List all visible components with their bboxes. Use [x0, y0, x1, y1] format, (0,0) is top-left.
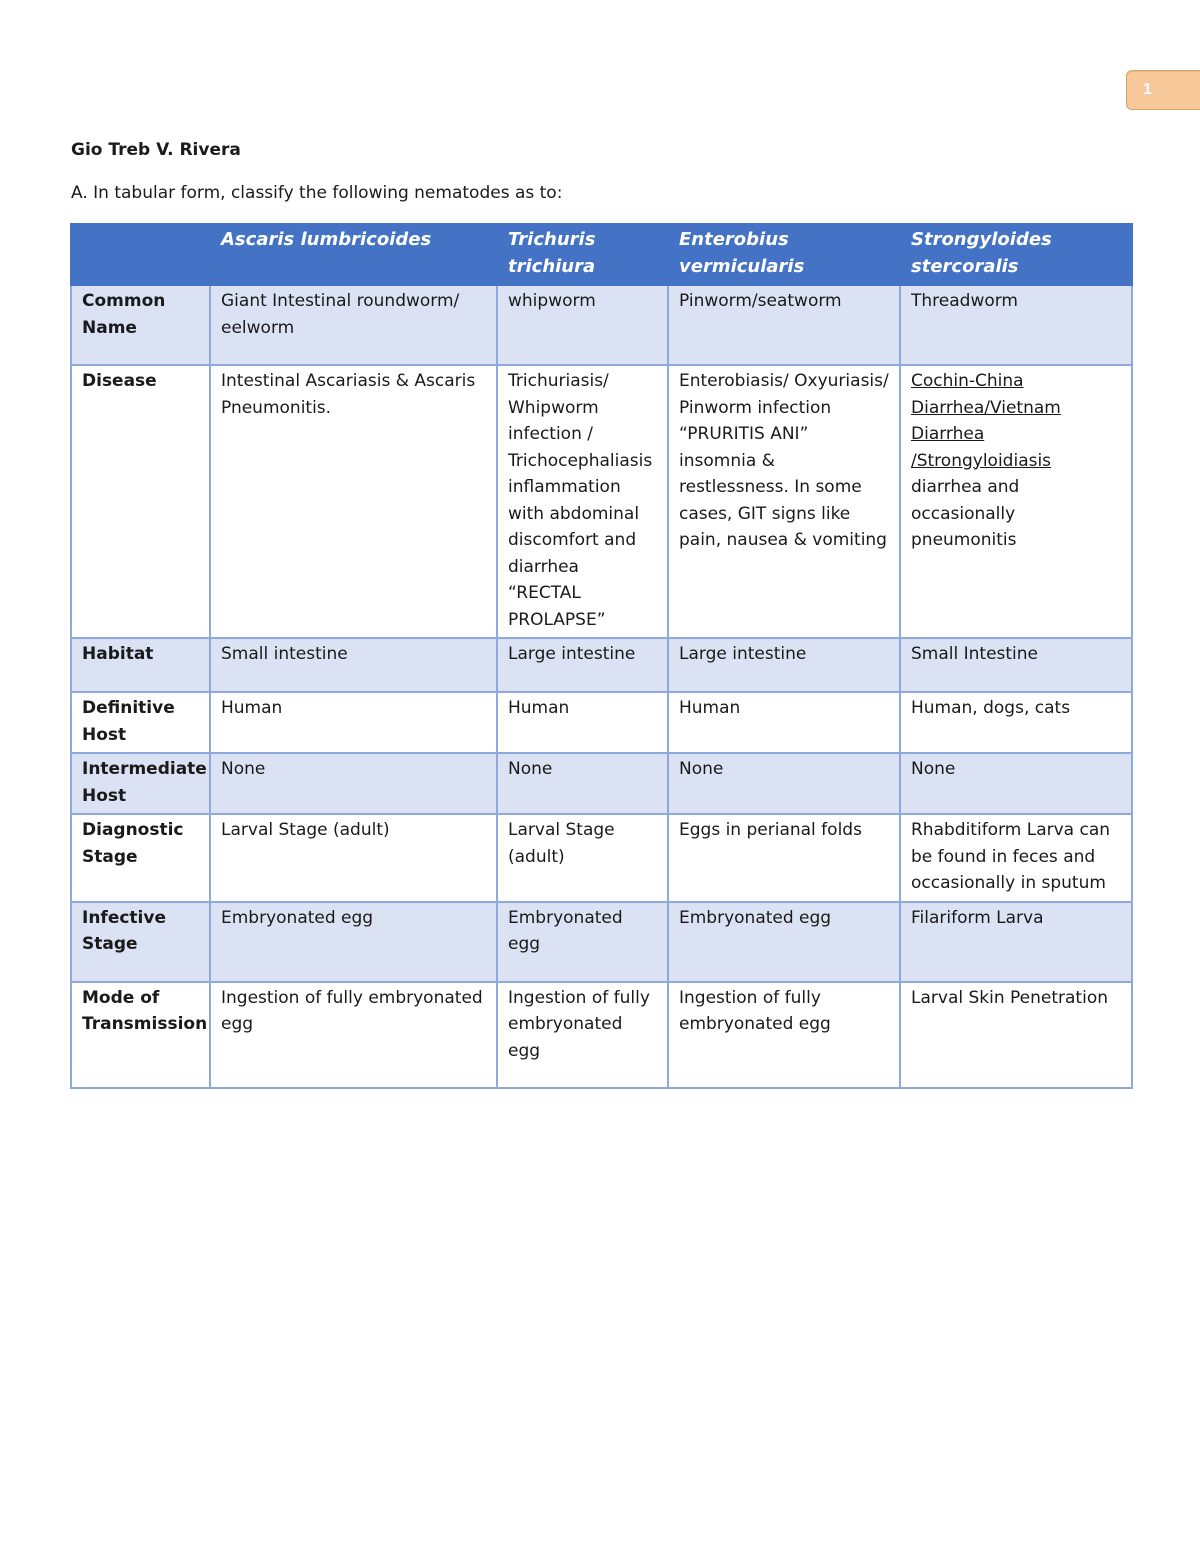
table-cell: Rhabditiform Larva can be found in feces and occasionally in sputum [900, 814, 1132, 902]
table-cell: Threadworm [900, 285, 1132, 365]
table-row-mode-of-transmission [71, 982, 1132, 1088]
table-row-common-name [71, 285, 1132, 365]
table-header-row [71, 224, 1132, 285]
header-ascaris: Ascaris lumbricoides [210, 224, 497, 285]
row-label: Mode of Transmission [71, 982, 210, 1088]
table-cell: Small intestine [210, 638, 497, 692]
row-label: Habitat [71, 638, 210, 692]
header-strongyloides: Strongyloides stercoralis [900, 224, 1132, 285]
table-cell: Ingestion of fully embryonated egg [497, 982, 668, 1088]
table-cell: Large intestine [668, 638, 900, 692]
table-cell: Embryonated egg [497, 902, 668, 982]
table-cell [900, 365, 1132, 638]
table-row-habitat [71, 638, 1132, 692]
table-cell: Human [497, 692, 668, 753]
table-cell: Intestinal Ascariasis & Ascaris Pneumonitis. [210, 365, 497, 638]
row-label: Common Name [71, 285, 210, 365]
nematode-classification-table [70, 223, 1133, 1089]
row-label: Intermediate Host [71, 753, 210, 814]
table-cell: Larval Stage (adult) [210, 814, 497, 902]
row-label: Definitive Host [71, 692, 210, 753]
table-row-diagnostic-stage [71, 814, 1132, 902]
table-cell: None [900, 753, 1132, 814]
table-cell: Embryonated egg [210, 902, 497, 982]
table-cell: Human [668, 692, 900, 753]
table-cell: Embryonated egg [668, 902, 900, 982]
table-row-disease [71, 365, 1132, 638]
instruction-text: A. In tabular form, classify the following nematodes as to: [71, 183, 563, 203]
row-label: Infective Stage [71, 902, 210, 982]
table-row-definitive-host [71, 692, 1132, 753]
table-row-intermediate-host [71, 753, 1132, 814]
table-cell: Human, dogs, cats [900, 692, 1132, 753]
table-cell: Trichuriasis/ Whipworm infection / Trichocephaliasis inflammation with abdominal discomfort and diarrhea “RECTAL PROLAPSE” [497, 365, 668, 638]
header-corner [71, 224, 210, 285]
table-cell: Ingestion of fully embryonated egg [210, 982, 497, 1088]
table-cell: Giant Intestinal roundworm/ eelworm [210, 285, 497, 365]
page-number-badge [1126, 70, 1200, 110]
table-cell: Larval Stage (adult) [497, 814, 668, 902]
underlined-disease-names: Cochin-China Diarrhea/Vietnam Diarrhea /Strongyloidiasis [911, 371, 1061, 471]
table-cell: Filariform Larva [900, 902, 1132, 982]
row-label: Diagnostic Stage [71, 814, 210, 902]
table-cell: Small Intestine [900, 638, 1132, 692]
page-number: 1 [1143, 81, 1152, 98]
table-cell: None [210, 753, 497, 814]
author-name: Gio Treb V. Rivera [71, 140, 241, 160]
header-trichuris: Trichuris trichiura [497, 224, 668, 285]
table-cell: Human [210, 692, 497, 753]
table-cell: Large intestine [497, 638, 668, 692]
table-cell: Ingestion of fully embryonated egg [668, 982, 900, 1088]
table-cell: Eggs in perianal folds [668, 814, 900, 902]
table-cell: None [668, 753, 900, 814]
table-cell: None [497, 753, 668, 814]
header-enterobius: Enterobius vermicularis [668, 224, 900, 285]
table-cell: Enterobiasis/ Oxyuriasis/ Pinworm infection “PRURITIS ANI” insomnia & restlessness. In some cases, GIT signs like pain, nausea & vomiting [668, 365, 900, 638]
table-row-infective-stage [71, 902, 1132, 982]
table-cell: Pinworm/seatworm [668, 285, 900, 365]
table-cell: Larval Skin Penetration [900, 982, 1132, 1088]
table-cell: whipworm [497, 285, 668, 365]
disease-description: diarrhea and occasionally pneumonitis [911, 477, 1020, 550]
row-label: Disease [71, 365, 210, 638]
